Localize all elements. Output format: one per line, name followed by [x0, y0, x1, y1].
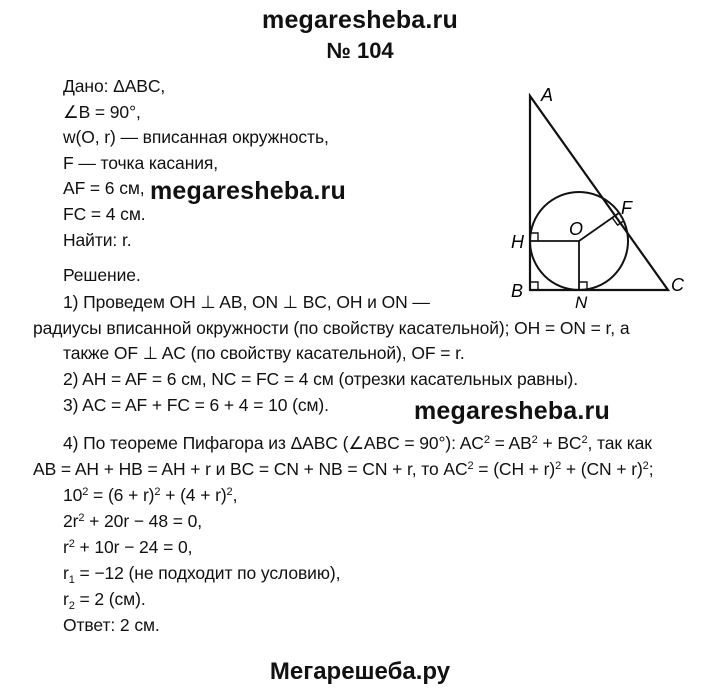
step-1c: также OF ⊥ AC (по свойству касательной), OF = r. — [63, 343, 465, 363]
label-a: A — [541, 85, 554, 105]
given-tangent-point: F — точка касания, — [63, 153, 219, 173]
equation-2: $2r^2 + 20r - 48 = 0$, — [63, 511, 202, 531]
label-f: F — [621, 198, 632, 218]
triangle-diagram — [500, 82, 700, 312]
problem-number: № 104 — [326, 38, 394, 63]
root-1: $r_1 = -12$ (не подходит по условию), — [63, 563, 341, 586]
triangle-abc — [530, 96, 668, 290]
label-c: C — [671, 275, 684, 295]
label-n: N — [575, 293, 588, 312]
step-1b: радиусы вписанной окружности (по свойству касательной); OH = ON = r, а — [33, 318, 630, 338]
answer: Ответ: 2 см. — [63, 615, 160, 635]
label-h: H — [511, 232, 524, 252]
label-o: O — [569, 219, 584, 239]
watermark-2: megaresheba.ru — [414, 397, 610, 425]
equation-1: $10^2 = (6 + r)^2 + (4 + r)^2$, — [63, 485, 238, 505]
step-1a: 1) Проведем OH ⊥ AB, ON ⊥ BC, OH и ON — — [63, 292, 430, 312]
given-find: Найти: r. — [63, 230, 132, 250]
solution-heading: Решение. — [63, 265, 141, 285]
step-4b: AB = AH + HB = AH + r и BC = CN + NB = CN + r, то $AC^2 = (CH + r)^2 + (CN + r)^2$; — [33, 459, 654, 479]
site-title-top: megaresheba.ru — [262, 6, 458, 34]
radius-of — [579, 213, 619, 241]
given-circle: w(O, r) — вписанная окружность, — [63, 127, 329, 147]
step-4a: 4) По теореме Пифагора из ΔABC (∠ABC = 90°): $AC^2 = AB^2 + BC^2$, так как — [63, 433, 652, 453]
step-3: 3) AC = AF + FC = 6 + 4 = 10 (см). — [63, 395, 329, 415]
step-2: 2) AH = AF = 6 см, NC = FC = 4 см (отрезки касательных равны). — [63, 369, 578, 389]
label-b: B — [511, 281, 524, 301]
given-dano: Дано: ΔABC, — [63, 76, 166, 96]
given-af: AF = 6 см, — [63, 178, 145, 198]
equation-3: $r^2 + 10r - 24 = 0$, — [63, 537, 193, 557]
site-title-bottom: Мегарешеба.ру — [269, 658, 451, 685]
right-angle-b — [530, 282, 538, 290]
watermark-1: megaresheba.ru — [150, 177, 346, 205]
given-fc: FC = 4 см. — [63, 204, 146, 224]
root-2: $r_2 = 2$ (см). — [63, 589, 146, 612]
given-angle: ∠B = 90°, — [63, 102, 141, 122]
